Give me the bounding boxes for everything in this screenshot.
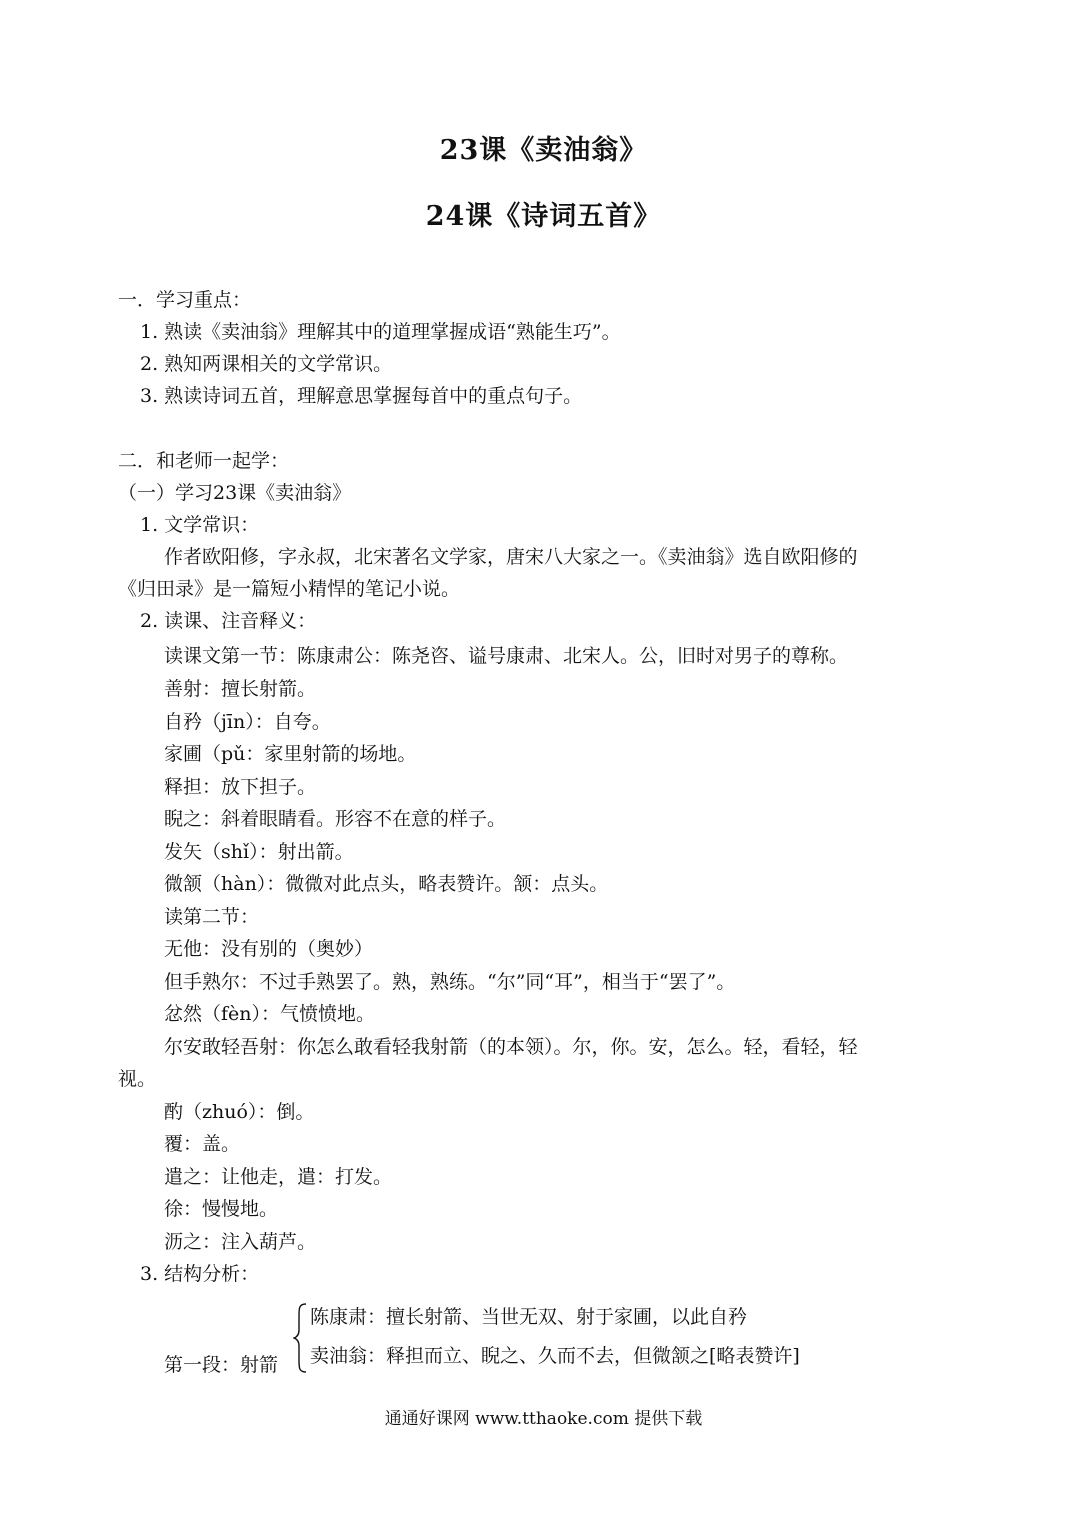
note-line: 但手熟尔：不过手熟罢了。熟，熟练。“尔”同“耳”，相当于“罢了”。 (164, 971, 736, 993)
title-line-1: 23课《卖油翁》 (439, 135, 648, 166)
section-1-heading: 一．学习重点： (118, 289, 252, 311)
footer-credit: 通通好课网 www.tthaoke.com 提供下载 (384, 1409, 703, 1429)
structure-branch-1: 陈康肃：擅长射箭、当世无双、射于家圃，以此自矜 (310, 1306, 748, 1328)
focus-item-2: 2. 熟知两课相关的文学常识。 (140, 353, 393, 375)
note-line: 尔安敢轻吾射：你怎么敢看轻我射箭（的本领）。尔，你。安，怎么。轻，看轻，轻 (164, 1036, 858, 1058)
section-2-heading: 二．和老师一起学： (118, 450, 290, 472)
structure-branch-2: 卖油翁：释担而立、睨之、久而不去，但微颔之[略表赞许] (310, 1345, 800, 1367)
reading-label: 2. 读课、注音释义： (140, 610, 317, 632)
note-line: 酌（zhuó）：倒。 (164, 1101, 315, 1123)
literature-label: 1. 文学常识： (140, 514, 260, 536)
note-line: 睨之：斜着眼睛看。形容不在意的样子。 (164, 808, 507, 830)
literature-text-a: 作者欧阳修，字永叔，北宋著名文学家，唐宋八大家之一。《卖油翁》选自欧阳修的 (164, 546, 858, 568)
note-line: 微颔（hàn）：微微对此点头，略表赞许。颔：点头。 (164, 873, 609, 895)
note-wrap-line: 视。 (118, 1068, 157, 1090)
brace-icon (293, 1302, 307, 1374)
note-line: 徐：慢慢地。 (164, 1198, 279, 1220)
note-line: 读第二节： (164, 906, 260, 928)
section-2-sub-heading: （一）学习23课《卖油翁》 (118, 482, 352, 504)
note-line: 发矢（shǐ）：射出箭。 (164, 841, 354, 863)
structure-label: 3. 结构分析： (140, 1263, 260, 1285)
note-line: 自矜（jīn）：自夸。 (164, 711, 331, 733)
note-line: 覆：盖。 (164, 1133, 241, 1155)
note-line: 忿然（fèn）：气愤愤地。 (164, 1003, 376, 1025)
title-line-2: 24课《诗词五首》 (425, 201, 662, 232)
focus-item-1: 1. 熟读《卖油翁》理解其中的道理掌握成语“熟能生巧”。 (140, 321, 621, 343)
note-line: 无他：没有别的（奥妙） (164, 938, 374, 960)
note-line: 善射：擅长射箭。 (164, 678, 317, 700)
note-line: 读课文第一节：陈康肃公：陈尧咨、谥号康肃、北宋人。公，旧时对男子的尊称。 (164, 645, 849, 667)
structure-root: 第一段：射箭 (164, 1354, 279, 1376)
note-line: 家圃（pǔ：家里射箭的场地。 (164, 743, 417, 765)
note-line: 释担：放下担子。 (164, 776, 317, 798)
note-line: 沥之：注入葫芦。 (164, 1231, 317, 1253)
note-line: 遣之：让他走，遣：打发。 (164, 1166, 393, 1188)
literature-text-b: 《归田录》是一篇短小精悍的笔记小说。 (118, 578, 461, 600)
focus-item-3: 3. 熟读诗词五首，理解意思掌握每首中的重点句子。 (140, 385, 583, 407)
